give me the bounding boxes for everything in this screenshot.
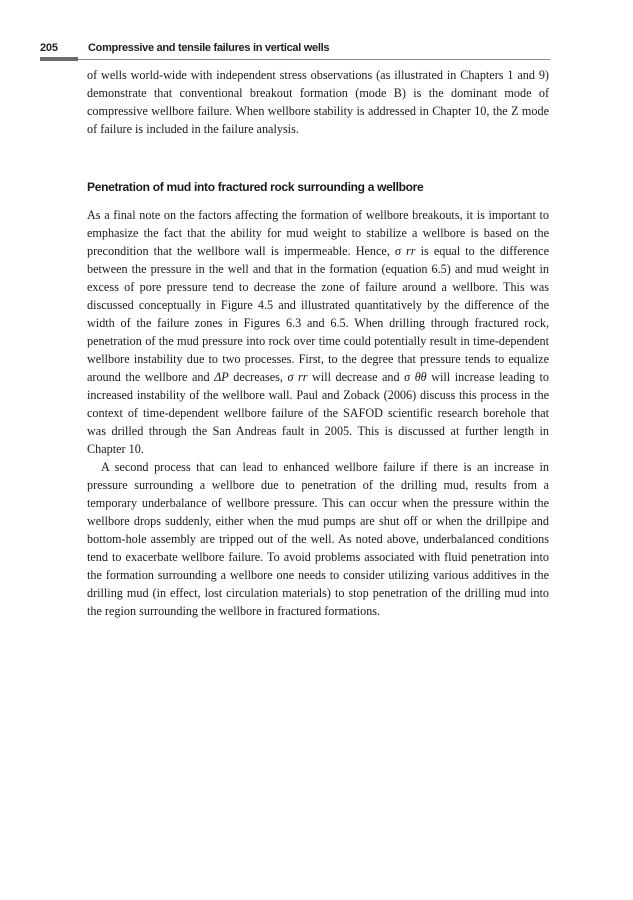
text-run: decreases, <box>228 370 288 384</box>
paragraph-final-note <box>87 206 549 458</box>
text-run: will decrease and <box>307 370 405 384</box>
paragraph-text: A second process that can lead to enhanced wellbore failure if there is an increase in pressure surrounding a wellbore due to penetration of the drilling mud, results from a temporary underbalance of wellbore pressure. This can occur when the pressure within the wellbore drops suddenly, either when the mud pumps are shut off or when the drillpipe and bottom-hole assembly are tripped out of the well. As noted above, underbalanced conditions tend to exacerbate wellbore failure. To avoid problems associated with fluid penetration into the formation surrounding a wellbore one needs to consider utilizing various additives in the drilling mud (in effect, lost circulation materials) to stop penetration of the drilling mud into the region surrounding the wellbore in fractured formations. <box>87 460 549 618</box>
text-run: As a final note on the factors affecting the formation of wellbore breakouts, it is important to emphasize the fact that the ability for mud weight to stabilize a wellbore is based on the precondition that the wellbore wall is impermeable. Hence, <box>87 208 549 258</box>
paragraph-second-process <box>87 458 549 620</box>
header-rule-accent <box>40 57 78 61</box>
header-rule <box>40 59 550 60</box>
running-title: Compressive and tensile failures in vertical wells <box>88 42 330 54</box>
paragraph-text <box>87 206 549 458</box>
paragraph-intro <box>87 66 549 138</box>
running-header <box>40 40 550 64</box>
sigma-rr-symbol: σ rr <box>394 244 416 258</box>
text-run: will increase leading to increased instability of the wellbore wall. Paul and Zoback (2006) discuss this process in the context of time-dependent wellbore failure of the SAFOD scientific research borehole that was drilled through the San Andreas fault in 2005. This is discussed at further length in Chapter 10. <box>87 370 550 456</box>
page-number: 205 <box>40 42 58 54</box>
paragraph-text: of wells world-wide with independent stress observations (as illustrated in Chapters 1 and 9) demonstrate that conventional breakout formation (mode B) is the dominant mode of compressive wellbore failure. When wellbore stability is addressed in Chapter 10, the Z mode of failure is included in the failure analysis. <box>87 68 549 136</box>
delta-p-symbol: ΔP <box>214 370 229 384</box>
text-run: is equal to the difference between the pressure in the well and that in the formation (equation 6.5) and mud weight in excess of pore pressure tend to decrease the zone of failure around a wellbore. This was discussed conceptually in Figure 4.5 and illustrated quantitatively by the difference of the width of the failure zones in Figures 6.3 and 6.5. When drilling through fractured rock, penetration of the mud pressure into rock over time could potentially result in time-dependent wellbore instability due to two processes. First, to the degree that pressure tends to equalize around the wellbore and <box>87 244 549 384</box>
sigma-rr-symbol: σ rr <box>287 370 308 384</box>
sigma-theta-theta-symbol: σ θθ <box>404 370 427 384</box>
section-heading: Penetration of mud into fractured rock surrounding a wellbore <box>87 180 424 194</box>
